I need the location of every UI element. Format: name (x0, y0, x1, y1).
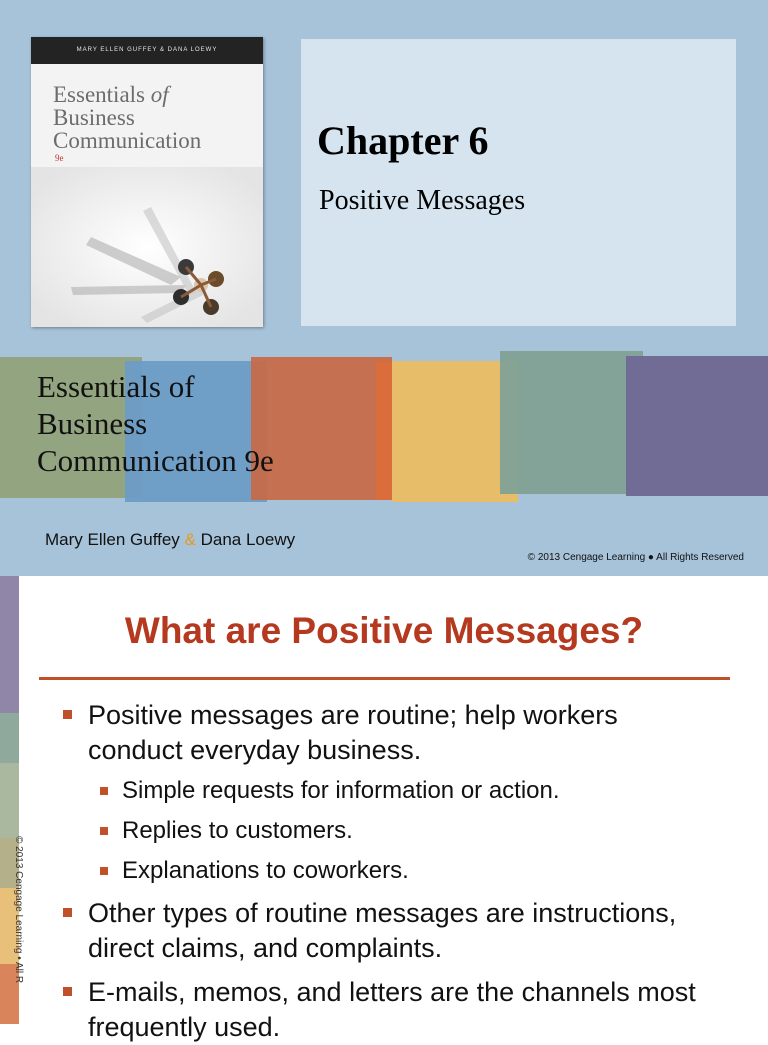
slide-title: What are Positive Messages? (124, 610, 644, 651)
book-title-of: of (150, 82, 169, 107)
decor-block-purple (626, 356, 768, 496)
book-title (53, 83, 201, 152)
course-title-line1: Essentials of (37, 369, 195, 404)
bullet-marker (63, 908, 72, 917)
title-divider (39, 677, 730, 680)
ampersand: & (184, 530, 196, 549)
sub-bullet-2 (122, 816, 722, 846)
sub-bullet-3 (122, 856, 722, 886)
decor-block-orange (376, 361, 392, 500)
book-title-line2: Business (53, 105, 135, 130)
sub-bullet-marker (100, 867, 108, 875)
book-title-line1: Essentials (53, 82, 151, 107)
bullet-text: Other types of routine messages are instructions, direct claims, and complaints. (88, 898, 677, 963)
sidebar-seg-sage (0, 763, 19, 838)
sub-bullet-text: Replies to customers. (122, 817, 353, 844)
author-guffey: Mary Ellen Guffey (45, 530, 180, 549)
sidebar-copyright: © 2013 Cengage Learning • All R (13, 836, 24, 984)
chapter-subtitle: Positive Messages (319, 185, 526, 216)
chapter-title: Chapter 6 (317, 118, 489, 163)
course-title (37, 368, 274, 479)
sub-bullet-text: Simple requests for information or action. (122, 777, 560, 804)
author-line (45, 530, 295, 550)
bullet-2 (88, 896, 688, 966)
book-cover-image (31, 167, 263, 327)
bullet-3 (88, 975, 708, 1045)
book-cover (31, 37, 263, 327)
sub-bullet-1 (122, 776, 722, 806)
bullet-marker (63, 987, 72, 996)
book-authors-band: MARY ELLEN GUFFEY & DANA LOEWY (31, 37, 263, 64)
course-title-line2: Business (37, 406, 148, 441)
content-slide (0, 576, 768, 1042)
title-box (301, 39, 736, 326)
sub-bullet-marker (100, 787, 108, 795)
bullet-1 (88, 698, 708, 768)
sub-bullet-text: Explanations to coworkers. (122, 857, 409, 884)
bullet-text: E-mails, memos, and letters are the channels most frequently used. (88, 977, 696, 1042)
bullet-marker (63, 710, 72, 719)
bullet-text: Positive messages are routine; help workers conduct everyday business. (88, 700, 618, 765)
book-edition: 9e (55, 153, 64, 163)
sidebar-seg-teal (0, 713, 19, 763)
sub-bullet-marker (100, 827, 108, 835)
course-title-line3: Communication 9e (37, 443, 274, 478)
author-loewy: Dana Loewy (200, 530, 296, 549)
copyright-notice: © 2013 Cengage Learning ● All Rights Reserved (527, 552, 744, 563)
book-title-line3: Communication (53, 128, 202, 153)
decor-block-teal (500, 351, 643, 494)
